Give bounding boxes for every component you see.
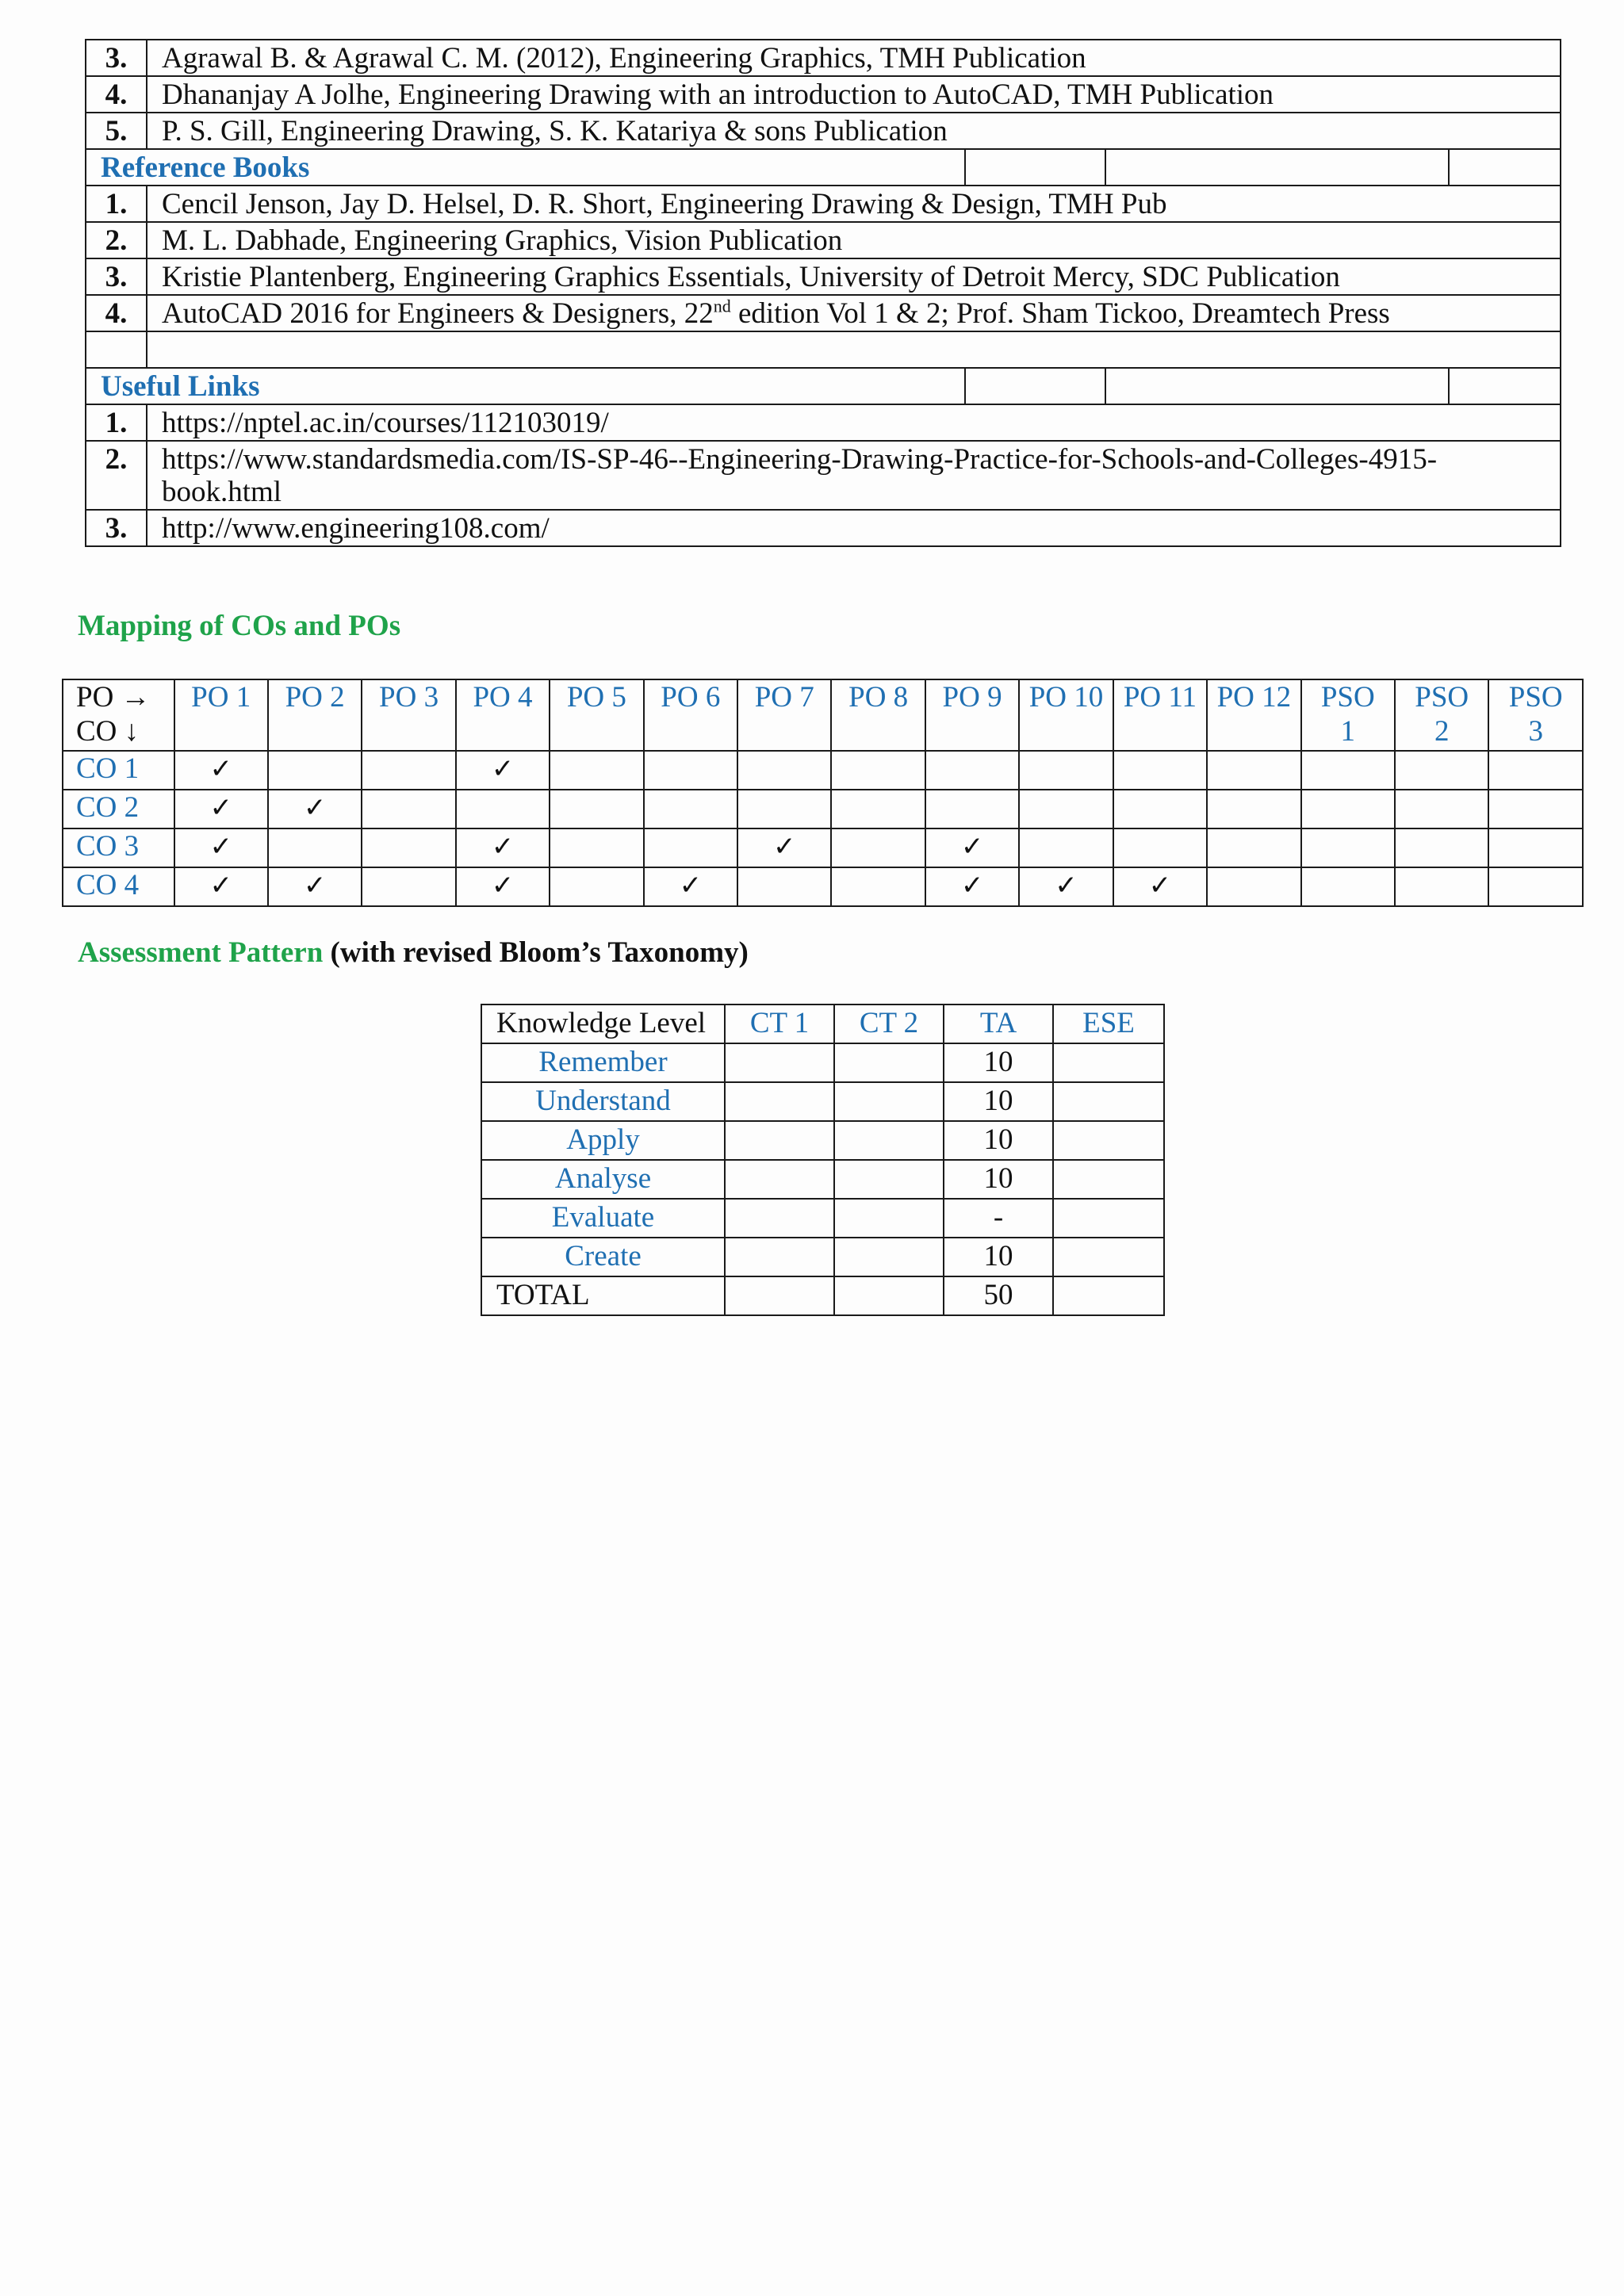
row-number: 4. <box>86 295 147 331</box>
po-column-header: PO 5 <box>550 679 643 751</box>
pso-column-header <box>1488 679 1583 751</box>
mapping-cell <box>1113 751 1207 790</box>
corner-header <box>63 679 174 751</box>
ta-cell: 10 <box>944 1082 1053 1121</box>
mapping-cell <box>1301 790 1395 828</box>
mapping-cell <box>268 828 362 867</box>
po-column-header: PO 10 <box>1019 679 1113 751</box>
reference-books-heading: Reference Books <box>86 149 965 186</box>
book-title-part: edition Vol 1 & 2; Prof. Sham Tickoo, Dreamtech Press <box>730 297 1390 330</box>
assessment-table <box>481 1004 1165 1316</box>
ta-header: TA <box>944 1004 1053 1043</box>
mapping-cell <box>1019 867 1113 906</box>
assessment-row <box>481 1238 1164 1276</box>
checkmark-icon: ✓ <box>960 870 984 901</box>
corner-po-label: PO → <box>76 681 151 714</box>
knowledge-level: Remember <box>481 1043 725 1082</box>
book-title: Cencil Jenson, Jay D. Helsel, D. R. Short, Engineering Drawing & Design, TMH Pub <box>147 186 1561 222</box>
knowledge-level: Evaluate <box>481 1199 725 1238</box>
ese-total <box>1053 1276 1164 1315</box>
mapping-cell <box>174 867 268 906</box>
empty-cell <box>965 149 1105 186</box>
row-number: 3. <box>86 40 147 76</box>
ct1-header: CT 1 <box>725 1004 834 1043</box>
ese-cell <box>1053 1121 1164 1160</box>
mapping-cell <box>1488 751 1583 790</box>
mapping-cell <box>737 828 831 867</box>
ct1-cell <box>725 1043 834 1082</box>
book-title <box>147 295 1561 331</box>
po-column-header: PO 1 <box>174 679 268 751</box>
empty-cell <box>1105 368 1449 404</box>
mapping-cell <box>925 790 1019 828</box>
row-number: 3. <box>86 510 147 546</box>
books-table <box>85 39 1561 547</box>
mapping-cell <box>1301 751 1395 790</box>
checkmark-icon: ✓ <box>209 792 232 824</box>
row-number: 4. <box>86 76 147 113</box>
useful-links-heading: Useful Links <box>86 368 965 404</box>
mapping-cell <box>1488 867 1583 906</box>
mapping-cell <box>737 867 831 906</box>
mapping-cell <box>174 790 268 828</box>
pso-label: PSO <box>1320 681 1375 714</box>
mapping-cell <box>1113 867 1207 906</box>
ct2-cell <box>834 1238 944 1276</box>
checkmark-icon: ✓ <box>303 792 327 824</box>
ese-cell <box>1053 1199 1164 1238</box>
ct2-header: CT 2 <box>834 1004 944 1043</box>
co-label: CO 2 <box>63 790 174 828</box>
assessment-row <box>481 1082 1164 1121</box>
mapping-cell <box>1207 751 1300 790</box>
mapping-cell <box>1395 751 1488 790</box>
mapping-cell <box>362 867 455 906</box>
co-label: CO 3 <box>63 828 174 867</box>
assessment-row <box>481 1199 1164 1238</box>
empty-row <box>86 331 1561 368</box>
mapping-cell <box>550 790 643 828</box>
corner-co-label: CO ↓ <box>76 715 140 748</box>
mapping-cell <box>1395 790 1488 828</box>
mapping-cell <box>456 828 550 867</box>
pso-number: 2 <box>1434 715 1450 748</box>
checkmark-icon: ✓ <box>303 870 327 901</box>
mapping-cell <box>644 751 737 790</box>
mapping-cell <box>1113 790 1207 828</box>
po-column-header: PO 8 <box>831 679 925 751</box>
ct2-cell <box>834 1160 944 1199</box>
reference-book-row <box>86 258 1561 295</box>
checkmark-icon: ✓ <box>1148 870 1172 901</box>
knowledge-level: Create <box>481 1238 725 1276</box>
mapping-cell <box>925 828 1019 867</box>
mapping-cell <box>737 751 831 790</box>
reference-books-heading-row <box>86 149 1561 186</box>
useful-links-heading-row <box>86 368 1561 404</box>
knowledge-level: Apply <box>481 1121 725 1160</box>
reference-book-row <box>86 295 1561 331</box>
mapping-cell <box>1207 828 1300 867</box>
text-book-row <box>86 40 1561 76</box>
link-url[interactable]: https://nptel.ac.in/courses/112103019/ <box>147 404 1561 441</box>
po-column-header: PO 11 <box>1113 679 1207 751</box>
mapping-cell <box>644 828 737 867</box>
book-title: Kristie Plantenberg, Engineering Graphics Essentials, University of Detroit Mercy, SDC Publication <box>147 258 1561 295</box>
assessment-header-row <box>481 1004 1164 1043</box>
ct2-cell <box>834 1082 944 1121</box>
checkmark-icon: ✓ <box>1055 870 1078 901</box>
mapping-body <box>63 751 1583 906</box>
mapping-cell <box>174 828 268 867</box>
mapping-cell <box>550 828 643 867</box>
row-number: 3. <box>86 258 147 295</box>
ct2-cell <box>834 1043 944 1082</box>
checkmark-icon: ✓ <box>491 753 515 785</box>
ese-cell <box>1053 1160 1164 1199</box>
po-column-header: PO 4 <box>456 679 550 751</box>
co-po-mapping-table <box>62 679 1584 907</box>
mapping-cell <box>550 751 643 790</box>
mapping-cell <box>1301 867 1395 906</box>
book-title: Agrawal B. & Agrawal C. M. (2012), Engineering Graphics, TMH Publication <box>147 40 1561 76</box>
checkmark-icon: ✓ <box>209 753 232 785</box>
ta-cell: 10 <box>944 1043 1053 1082</box>
pso-number: 1 <box>1340 715 1356 748</box>
ese-cell <box>1053 1238 1164 1276</box>
text-book-row <box>86 113 1561 149</box>
row-number: 5. <box>86 113 147 149</box>
mapping-cell <box>362 790 455 828</box>
row-number: 2. <box>86 222 147 258</box>
ct1-cell <box>725 1160 834 1199</box>
pso-column-header <box>1395 679 1488 751</box>
assessment-heading-colored: Assessment Pattern <box>78 936 324 969</box>
pso-column-header <box>1301 679 1395 751</box>
mapping-cell <box>362 828 455 867</box>
ct1-cell <box>725 1121 834 1160</box>
mapping-cell <box>268 867 362 906</box>
book-title-part: AutoCAD 2016 for Engineers & Designers, 22 <box>162 297 714 330</box>
mapping-row <box>63 828 1583 867</box>
ct2-cell <box>834 1199 944 1238</box>
mapping-cell <box>456 867 550 906</box>
row-number: 1. <box>86 404 147 441</box>
assessment-heading-rest: (with revised Bloom’s Taxonomy) <box>323 936 749 969</box>
knowledge-level: Understand <box>481 1082 725 1121</box>
link-row <box>86 404 1561 441</box>
mapping-cell <box>644 790 737 828</box>
mapping-cell <box>831 828 925 867</box>
empty-cell <box>965 368 1105 404</box>
po-column-header: PO 6 <box>644 679 737 751</box>
mapping-cell <box>456 790 550 828</box>
assessment-total-row <box>481 1276 1164 1315</box>
mapping-cell <box>1019 828 1113 867</box>
po-column-header: PO 3 <box>362 679 455 751</box>
mapping-cell <box>362 751 455 790</box>
checkmark-icon: ✓ <box>491 870 515 901</box>
ta-cell: 10 <box>944 1121 1053 1160</box>
mapping-cell <box>1207 790 1300 828</box>
mapping-cell <box>1113 828 1207 867</box>
mapping-cell <box>1019 751 1113 790</box>
mapping-cell <box>1019 790 1113 828</box>
empty-cell <box>1105 149 1449 186</box>
ct1-cell <box>725 1199 834 1238</box>
ta-cell: 10 <box>944 1238 1053 1276</box>
checkmark-icon: ✓ <box>209 870 232 901</box>
mapping-cell <box>831 790 925 828</box>
empty-cell <box>1449 368 1561 404</box>
mapping-cell <box>925 751 1019 790</box>
link-url[interactable]: https://www.standardsmedia.com/IS-SP-46--Engineering-Drawing-Practice-for-Schools-and-Colleges-4915-book.html <box>147 441 1561 510</box>
empty-cell <box>147 331 1561 368</box>
link-url[interactable]: http://www.engineering108.com/ <box>147 510 1561 546</box>
reference-book-row <box>86 186 1561 222</box>
mapping-cell <box>1395 867 1488 906</box>
row-number: 2. <box>86 441 147 510</box>
checkmark-icon: ✓ <box>960 831 984 863</box>
checkmark-icon: ✓ <box>679 870 703 901</box>
po-column-header: PO 7 <box>737 679 831 751</box>
ordinal-superscript: nd <box>713 296 731 316</box>
mapping-cell <box>831 751 925 790</box>
book-title: P. S. Gill, Engineering Drawing, S. K. Katariya & sons Publication <box>147 113 1561 149</box>
pso-label: PSO <box>1415 681 1469 714</box>
po-column-header: PO 2 <box>268 679 362 751</box>
assessment-row <box>481 1160 1164 1199</box>
link-row <box>86 510 1561 546</box>
ct1-total <box>725 1276 834 1315</box>
book-title: M. L. Dabhade, Engineering Graphics, Vision Publication <box>147 222 1561 258</box>
text-book-row <box>86 76 1561 113</box>
mapping-cell <box>268 790 362 828</box>
book-title: Dhananjay A Jolhe, Engineering Drawing with an introduction to AutoCAD, TMH Publication <box>147 76 1561 113</box>
mapping-cell <box>1488 828 1583 867</box>
ct1-cell <box>725 1082 834 1121</box>
mapping-cell <box>831 867 925 906</box>
knowledge-level-header: Knowledge Level <box>481 1004 725 1043</box>
ese-header: ESE <box>1053 1004 1164 1043</box>
mapping-cell <box>1301 828 1395 867</box>
mapping-cell <box>925 867 1019 906</box>
empty-cell <box>1449 149 1561 186</box>
mapping-cell <box>644 867 737 906</box>
ta-total: 50 <box>944 1276 1053 1315</box>
mapping-cell <box>1395 828 1488 867</box>
assessment-row <box>481 1121 1164 1160</box>
ta-cell: - <box>944 1199 1053 1238</box>
ct2-cell <box>834 1121 944 1160</box>
reference-book-row <box>86 222 1561 258</box>
assessment-row <box>481 1043 1164 1082</box>
po-column-header: PO 12 <box>1207 679 1300 751</box>
total-label: TOTAL <box>481 1276 725 1315</box>
mapping-cell <box>550 867 643 906</box>
mapping-cell <box>1488 790 1583 828</box>
ese-cell <box>1053 1082 1164 1121</box>
co-label: CO 1 <box>63 751 174 790</box>
checkmark-icon: ✓ <box>491 831 515 863</box>
ct1-cell <box>725 1238 834 1276</box>
mapping-header-row <box>63 679 1583 751</box>
mapping-row <box>63 790 1583 828</box>
knowledge-level: Analyse <box>481 1160 725 1199</box>
row-number: 1. <box>86 186 147 222</box>
pso-number: 3 <box>1528 715 1543 748</box>
mapping-row <box>63 867 1583 906</box>
assessment-heading <box>78 936 749 970</box>
ct2-total <box>834 1276 944 1315</box>
link-row <box>86 441 1561 510</box>
mapping-cell <box>737 790 831 828</box>
mapping-row <box>63 751 1583 790</box>
mapping-heading: Mapping of COs and POs <box>78 610 401 642</box>
ta-cell: 10 <box>944 1160 1053 1199</box>
po-column-header: PO 9 <box>925 679 1019 751</box>
checkmark-icon: ✓ <box>772 831 796 863</box>
mapping-cell <box>1207 867 1300 906</box>
empty-cell <box>86 331 147 368</box>
co-label: CO 4 <box>63 867 174 906</box>
checkmark-icon: ✓ <box>209 831 232 863</box>
mapping-cell <box>456 751 550 790</box>
mapping-cell <box>268 751 362 790</box>
ese-cell <box>1053 1043 1164 1082</box>
mapping-cell <box>174 751 268 790</box>
pso-label: PSO <box>1508 681 1563 714</box>
